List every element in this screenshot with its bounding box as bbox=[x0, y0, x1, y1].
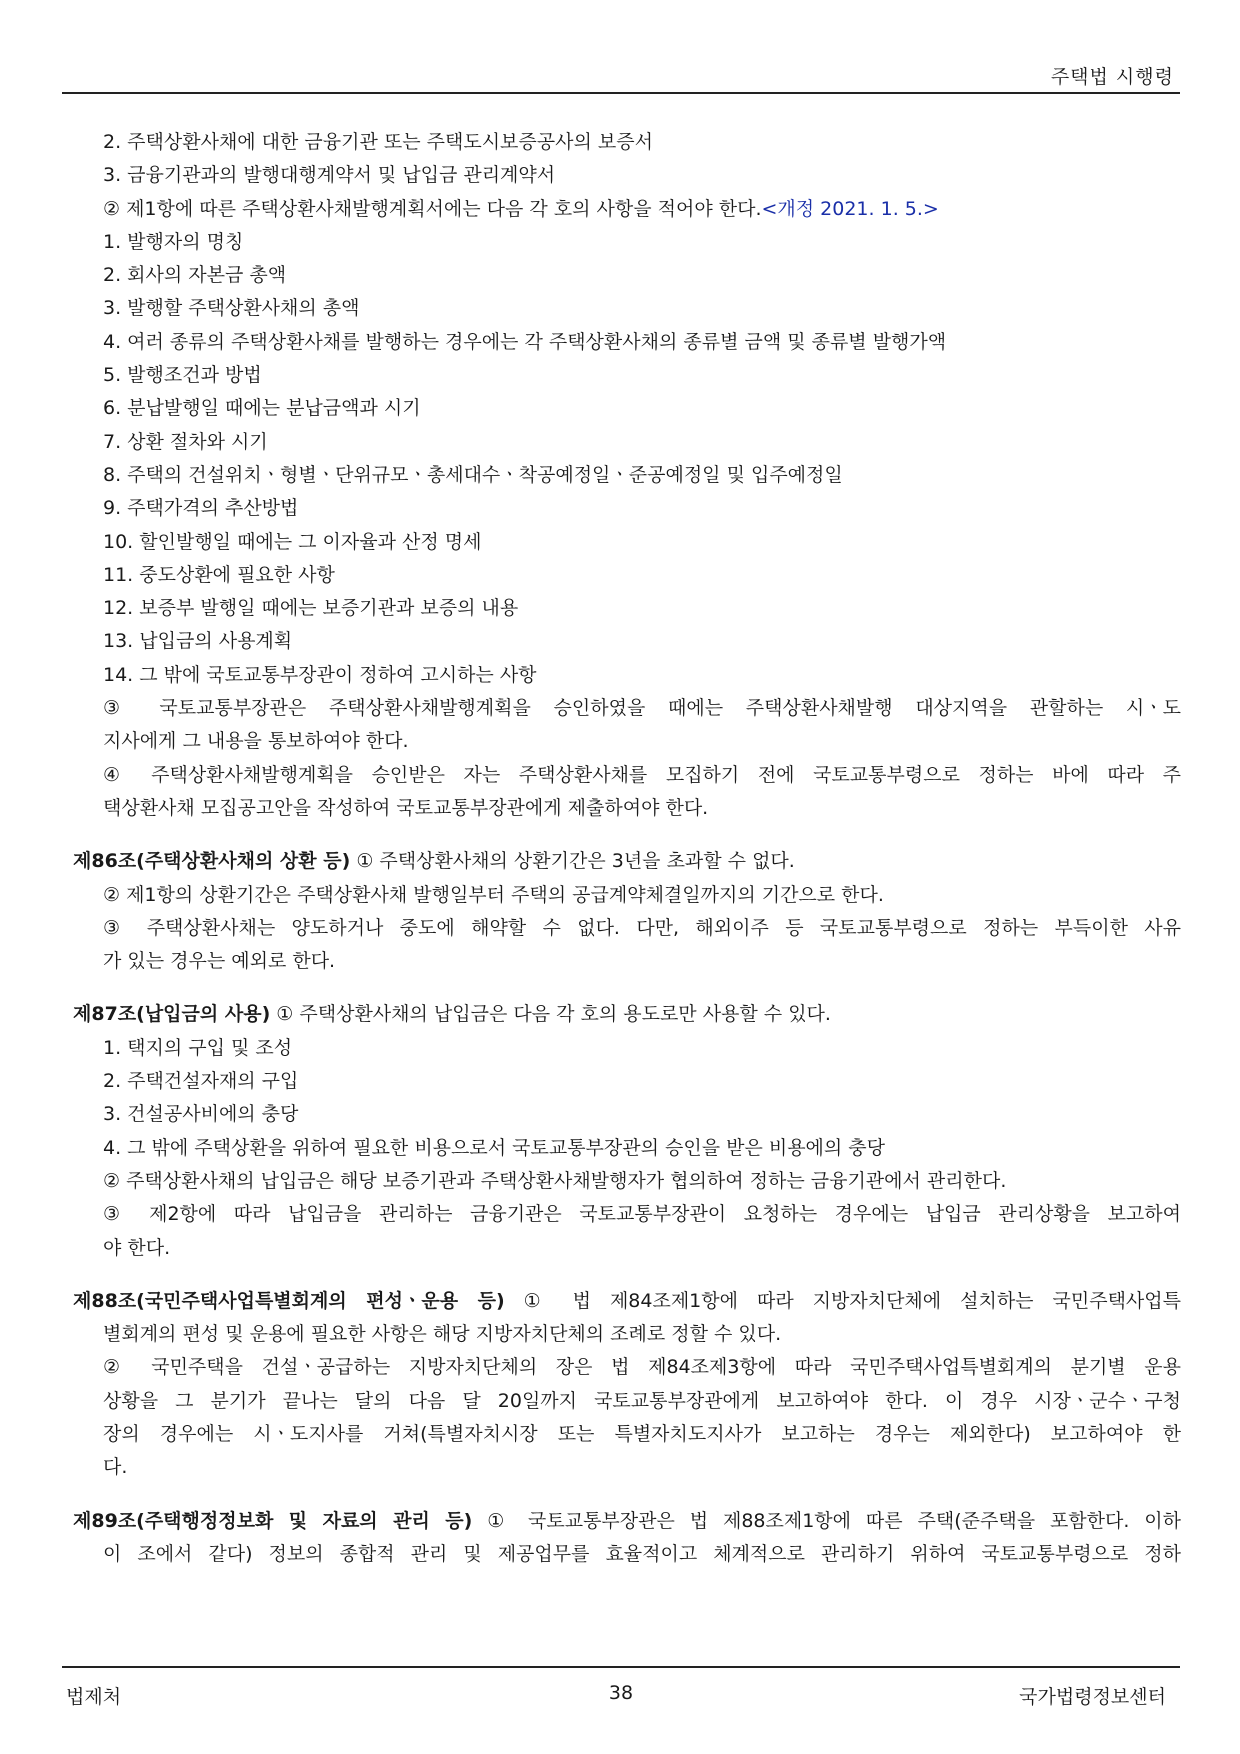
footer-publisher: 법제처 bbox=[66, 1686, 122, 1708]
text-line: 1. 택지의 구입 및 조성 bbox=[103, 1036, 293, 1059]
text-line: 7. 상환 절차와 시기 bbox=[103, 430, 268, 453]
amendment-note: <개정 2021. 1. 5.> bbox=[761, 197, 939, 220]
article-title: 제89조(주택행정정보화 및 자료의 관리 등) bbox=[73, 1509, 473, 1532]
paragraph-text: ① 법 제84조제1항에 따라 지방자치단체에 설치하는 국민주택사업특 bbox=[504, 1289, 1181, 1312]
text-line: 별회계의 편성 및 운용에 필요한 사항은 해당 지방자치단체의 조례로 정할 수 있다. bbox=[103, 1323, 782, 1346]
text-line: 8. 주택의 건설위치ㆍ형별ㆍ단위규모ㆍ총세대수ㆍ착공예정일ㆍ준공예정일 및 입주예정일 bbox=[103, 463, 843, 486]
header-title: 주택법 시행령 bbox=[1050, 66, 1174, 88]
text-line: ③ 제2항에 따라 납입금을 관리하는 금융기관은 국토교통부장관이 요청하는 경우에는 납입금 관리상황을 보고하여 bbox=[103, 1203, 1181, 1226]
text-line: 다. bbox=[103, 1456, 128, 1479]
text-line: 11. 중도상환에 필요한 사항 bbox=[103, 563, 335, 586]
article-title: 제86조(주택상환사채의 상환 등) bbox=[73, 850, 351, 873]
text-line: 13. 납입금의 사용계획 bbox=[103, 630, 293, 653]
text-line: 야 한다. bbox=[103, 1236, 171, 1259]
article-86-heading bbox=[73, 845, 1181, 878]
page-header bbox=[62, 60, 1180, 94]
text-line: 2. 회사의 자본금 총액 bbox=[103, 264, 287, 287]
text-line: 3. 발행할 주택상환사채의 총액 bbox=[103, 297, 360, 320]
text-line: 2. 주택건설자재의 구입 bbox=[103, 1070, 299, 1093]
paragraph-text: ② 제1항에 따른 주택상환사채발행계획서에는 다음 각 호의 사항을 적어야 한다. bbox=[103, 197, 762, 220]
text-line: ③ 국토교통부장관은 주택상환사채발행계획을 승인하였을 때에는 주택상환사채발행 대상지역을 관할하는 시ㆍ도 bbox=[103, 697, 1181, 720]
page-footer bbox=[62, 1666, 1180, 1708]
text-line: 택상환사채 모집공고안을 작성하여 국토교통부장관에게 제출하여야 한다. bbox=[103, 796, 709, 819]
text-line: 4. 그 밖에 주택상환을 위하여 필요한 비용으로서 국토교통부장관의 승인을 받은 비용에의 충당 bbox=[103, 1136, 886, 1159]
text-line: ② 국민주택을 건설ㆍ공급하는 지방자치단체의 장은 법 제84조제3항에 따라 국민주택사업특별회계의 분기별 운용 bbox=[103, 1356, 1181, 1379]
text-line: 지사에게 그 내용을 통보하여야 한다. bbox=[103, 730, 409, 753]
article-89-heading bbox=[73, 1505, 1181, 1538]
text-line: 6. 분납발행일 때에는 분납금액과 시기 bbox=[103, 397, 421, 420]
document-body bbox=[73, 126, 1181, 1571]
text-line: 1. 발행자의 명칭 bbox=[103, 230, 244, 253]
article-title: 제88조(국민주택사업특별회계의 편성ㆍ운용 등) bbox=[73, 1289, 505, 1312]
text-line bbox=[73, 193, 1181, 226]
text-line: ④ 주택상환사채발행계획을 승인받은 자는 주택상환사채를 모집하기 전에 국토교통부령으로 정하는 바에 따라 주 bbox=[103, 763, 1181, 786]
article-87-heading bbox=[73, 998, 1181, 1031]
text-line: 상황을 그 분기가 끝나는 달의 다음 달 20일까지 국토교통부장관에게 보고하여야 한다. 이 경우 시장ㆍ군수ㆍ구청 bbox=[103, 1389, 1181, 1412]
text-line: ③ 주택상환사채는 양도하거나 중도에 해약할 수 없다. 다만, 해외이주 등 국토교통부령으로 정하는 부득이한 사유 bbox=[103, 916, 1181, 939]
text-line: 이 조에서 같다) 정보의 종합적 관리 및 제공업무를 효율적이고 체계적으로 관리하기 위하여 국토교통부령으로 정하 bbox=[103, 1542, 1181, 1565]
text-line: 5. 발행조건과 방법 bbox=[103, 364, 262, 387]
text-line: ② 제1항의 상환기간은 주택상환사채 발행일부터 주택의 공급계약체결일까지의 기간으로 한다. bbox=[103, 883, 884, 906]
page-number: 38 bbox=[608, 1682, 634, 1704]
text-line: 2. 주택상환사채에 대한 금융기관 또는 주택도시보증공사의 보증서 bbox=[103, 131, 653, 153]
text-line: 9. 주택가격의 추산방법 bbox=[103, 497, 299, 520]
paragraph-text: ① 주택상환사채의 납입금은 다음 각 호의 용도로만 사용할 수 있다. bbox=[270, 1003, 831, 1026]
text-line: 12. 보증부 발행일 때에는 보증기관과 보증의 내용 bbox=[103, 597, 519, 620]
text-line: 가 있는 경우는 예외로 한다. bbox=[103, 950, 336, 973]
footer-source: 국가법령정보센터 bbox=[1019, 1686, 1166, 1708]
article-88-heading bbox=[73, 1285, 1181, 1318]
text-line: 3. 건설공사비에의 충당 bbox=[103, 1103, 299, 1126]
text-line: 3. 금융기관과의 발행대행계약서 및 납입금 관리계약서 bbox=[103, 164, 556, 187]
text-line: 4. 여러 종류의 주택상환사채를 발행하는 경우에는 각 주택상환사채의 종류별 금액 및 종류별 발행가액 bbox=[103, 330, 947, 353]
text-line: 장의 경우에는 시ㆍ도지사를 거쳐(특별자치시장 또는 특별자치도지사가 보고하는 경우는 제외한다) 보고하여야 한 bbox=[103, 1422, 1181, 1445]
article-title: 제87조(납입금의 사용) bbox=[73, 1003, 271, 1026]
text-line: 10. 할인발행일 때에는 그 이자율과 산정 명세 bbox=[103, 530, 482, 553]
text-line: 14. 그 밖에 국토교통부장관이 정하여 고시하는 사항 bbox=[103, 663, 537, 686]
paragraph-text: ① 주택상환사채의 상환기간은 3년을 초과할 수 없다. bbox=[350, 850, 795, 873]
paragraph-text: ① 국토교통부장관은 법 제88조제1항에 따른 주택(준주택을 포함한다. 이하 bbox=[472, 1509, 1181, 1532]
text-line: ② 주택상환사채의 납입금은 해당 보증기관과 주택상환사채발행자가 협의하여 정하는 금융기관에서 관리한다. bbox=[103, 1169, 1007, 1192]
